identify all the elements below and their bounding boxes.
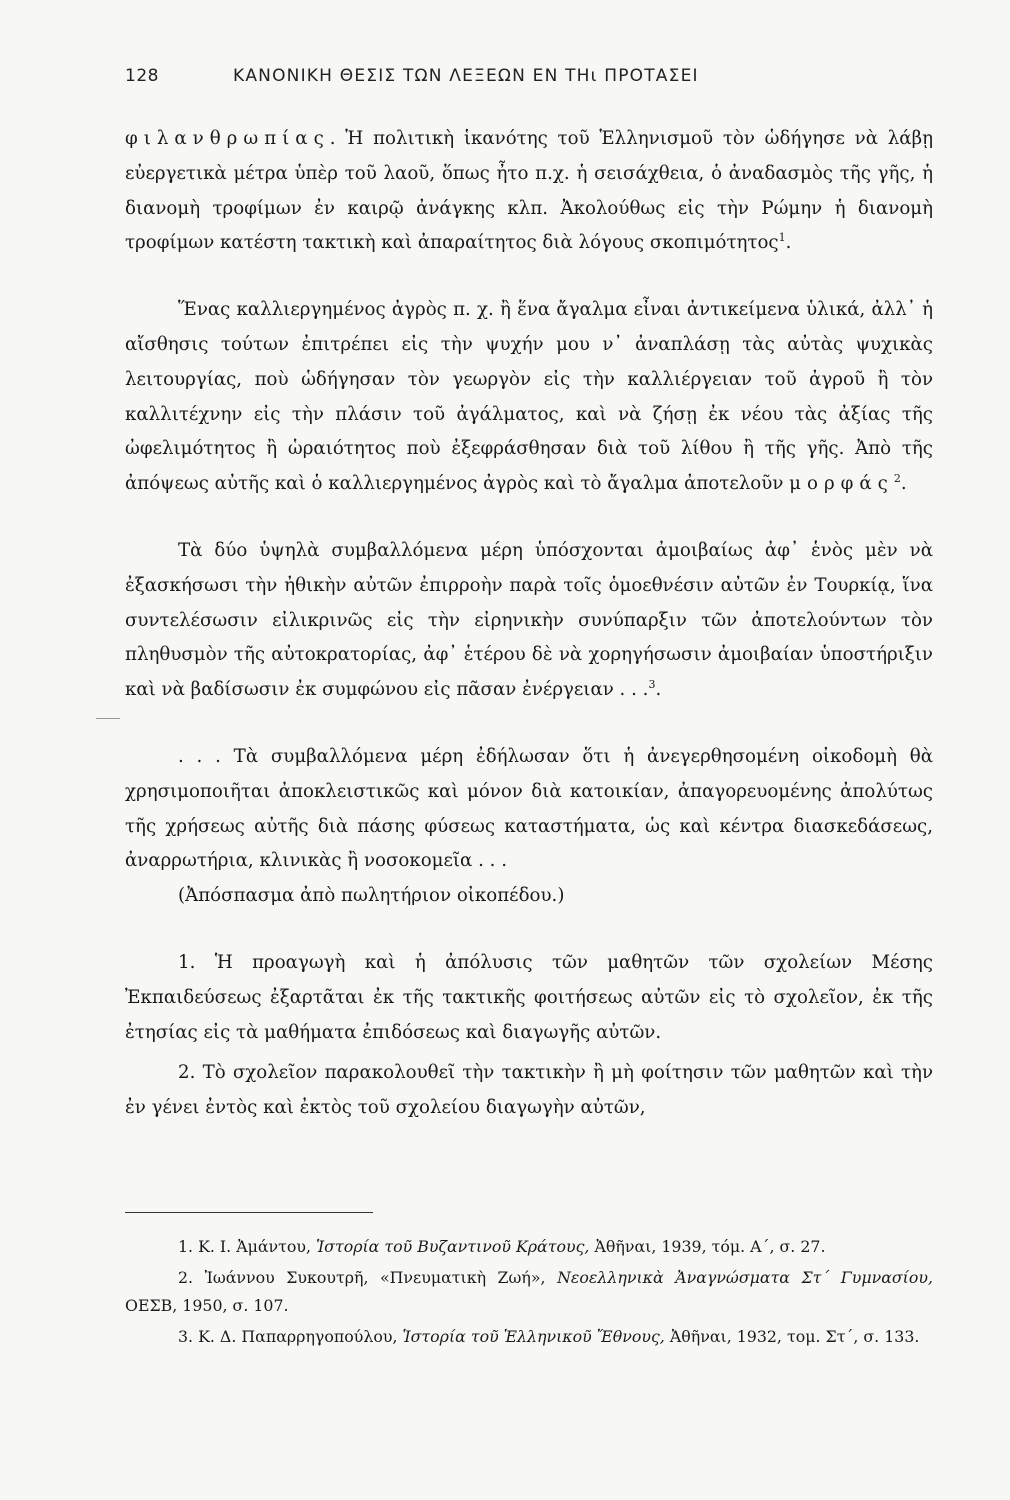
footnote-ref[interactable]: 3 [648,678,656,692]
margin-mark [96,718,120,719]
footnotes [125,1233,933,1354]
footnote-publication: ΟΕΣΒ, 1950, σ. 107. [125,1296,289,1315]
paragraph-article-1: 1. Ἡ προαγωγὴ καὶ ἡ ἀπόλυσις τῶν μαθητῶν τῶν σχολείων Μέσης Ἐκπαιδεύσεως ἐξαρτᾶται ἐκ τῆς τακτικῆς φοιτήσεως αὐτῶν εἰς τὸ σχολεῖον, ἐκ τῆς ἐτησίας εἰς τὰ μαθήματα ἐπιδόσεως καὶ διαγωγῆς αὐτῶν. [125,951,933,1043]
paragraph-field-statue [125,293,933,502]
footnote-publication: Ἀθῆναι, 1939, τόμ. Α΄, σ. 27. [594,1237,826,1256]
paragraph-philanthropy [125,122,933,261]
paragraph-contract: . . . Τὰ συμβαλλόμενα μέρη ἐδήλωσαν ὅτι ἡ ἀνεγερθησομένη οἰκοδομὴ θὰ χρησιμοποιῆται ἀποκλειστικῶς καὶ μόνον διὰ κατοικίαν, ἀπαγορευομένης ἀπολύτως τῆς χρήσεως αὐτῆς διὰ πάσης φύσεως καταστήματα, ὡς καὶ κέντρα διασκεδάσεως, ἀναρρωτήρια, κλινικὰς ἢ νοσοκομεῖα . . . [125,745,933,872]
paragraph-article-2: 2. Τὸ σχολεῖον παρακολουθεῖ τὴν τακτικὴν ἢ μὴ φοίτησιν τῶν μαθητῶν καὶ τὴν ἐν γένει ἐντὸς καὶ ἐκτὸς τοῦ σχολείου διαγωγὴν αὐτῶν, [125,1062,933,1119]
footnote-1 [125,1233,933,1261]
period: . [785,232,792,254]
paragraph-treaty [125,534,933,708]
footnote-publication: Ἀθῆναι, 1932, τομ. Στ΄, σ. 133. [669,1327,920,1346]
footnote-2 [125,1264,933,1320]
spaced-word: φιλανθρωπίας [125,128,330,149]
period: . [900,473,907,495]
paragraph-text: Ἕνας καλλιεργημένος ἀγρὸς π. χ. ἢ ἕνα ἄγαλμα εἶναι ἀντικείμενα ὑλικά, ἀλλ᾽ ἡ αἴσθησις τούτων ἐπιτρέπει εἰς τὴν ψυχήν μου ν᾽ ἀναπλάσῃ τὰς αὐτὰς ψυχικὰς λειτουργίας, ποὺ ὡδήγησαν τὸν γεωργὸν εἰς τὴν καλλιέργειαν τοῦ ἀγροῦ ἢ τὸν καλλιτέχνην εἰς τὴν πλάσιν τοῦ ἀγάλματος, καὶ νὰ ζήσῃ ἐκ νέου τὰς ἀξίας τῆς ὠφελιμότητος ἢ ὡραιότητος ποὺ ἐξεφράσθησαν διὰ τοῦ λίθου ἢ τῆς γῆς. Ἀπὸ τῆς ἀπόψεως αὐτῆς καὶ ὁ καλλιεργημένος ἀγρὸς καὶ τὸ ἄγαλμα ἀποτελοῦν [125,299,933,495]
footnote-title: Ἱστορία τοῦ Ἑλληνικοῦ Ἔθνους, [402,1327,665,1346]
period: . [655,679,662,701]
footnote-3 [125,1323,933,1351]
paragraph-text: . Ἡ πολιτικὴ ἱκανότης τοῦ Ἑλληνισμοῦ τὸν ὡδήγησε νὰ λάβῃ εὐεργετικὰ μέτρα ὑπὲρ τοῦ λαοῦ, ὅπως ἦτο π.χ. ἡ σεισάχθεια, ὁ ἀναδασμὸς τῆς γῆς, ἡ διανομὴ τροφίμων ἐν καιρῷ ἀνάγκης κλπ. Ἀκολούθως εἰς τὴν Ρώμην ἡ διανομὴ τροφίμων κατέστη τακτικὴ καὶ ἀπαραίτητος διὰ λόγους σκοπιμότητος [125,128,933,254]
quote-source: (Ἀπόσπασμα ἀπὸ πωλητήριον οἰκοπέδου.) [178,885,565,907]
main-text [125,122,933,1126]
page-number: 128 [125,66,159,86]
footnote-title: Νεοελληνικὰ Ἀναγνώσματα Στ΄ Γυμνασίου, [557,1268,933,1287]
footnote-ref[interactable]: 2 [893,472,901,486]
footnote-author: 2. Ἰωάννου Συκουτρῆ, «Πνευματικὴ Ζωή», [178,1268,546,1287]
running-title: ΚΑΝΟΝΙΚΗ ΘΕΣΙΣ ΤΩΝ ΛΕΞΕΩΝ ΕΝ ΤΗι ΠΡΟΤΑΣΕΙ [233,66,699,86]
footnote-author: 1. Κ. Ι. Ἀμάντου, [178,1237,312,1256]
footnote-title: Ἱστορία τοῦ Βυζαντινοῦ Κράτους, [316,1237,590,1256]
spaced-word: μορφάς [789,473,894,495]
footnote-author: 3. Κ. Δ. Παπαρρηγοπούλου, [178,1327,398,1346]
paragraph-text: Τὰ δύο ὑψηλὰ συμβαλλόμενα μέρη ὑπόσχονται ἀμοιβαίως ἀφ᾽ ἑνὸς μὲν νὰ ἐξασκήσωσι τὴν ἠθικὴν αὐτῶν ἐπιρροὴν παρὰ τοῖς ὁμοεθνέσιν αὐτῶν ἐν Τουρκίᾳ, ἵνα συντελέσωσιν εἰλικρινῶς εἰς τὴν εἰρηνικὴν συνύπαρξιν τῶν ἀποτελούντων τὸν πληθυσμὸν τῆς αὐτοκρατορίας, ἀφ᾽ ἑτέρου δὲ νὰ χορηγήσωσιν ἀμοιβαίαν ὑποστήριξιν καὶ νὰ βαδίσωσιν ἐκ συμφώνου εἰς πᾶσαν ἐνέργειαν . . . [125,539,933,701]
footnote-ref[interactable]: 1 [778,231,786,245]
footnote-rule [125,1212,373,1213]
